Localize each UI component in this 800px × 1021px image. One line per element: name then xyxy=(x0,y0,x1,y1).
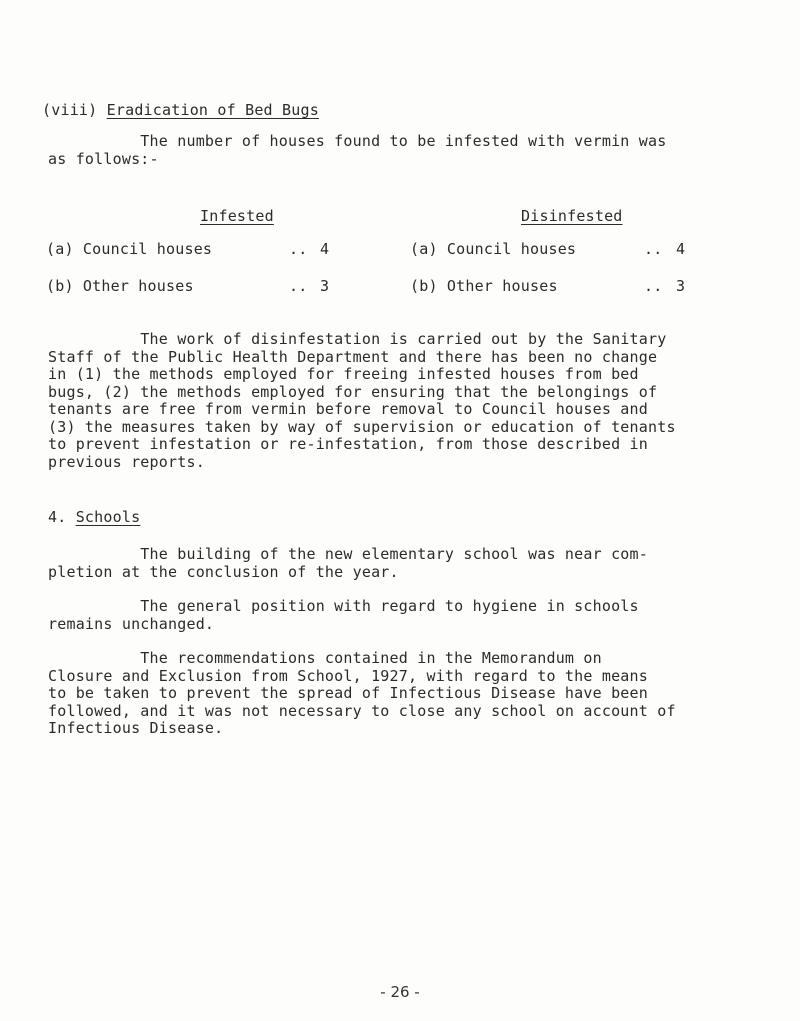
infested-row-b-value: 3 xyxy=(320,277,330,295)
schools-paragraph-2: The general position with regard to hygiene in schools remains unchanged. xyxy=(48,597,639,633)
schools-title: Schools xyxy=(75,508,141,526)
section-heading xyxy=(42,101,319,119)
disinfested-row-b-dots: .. xyxy=(644,277,663,295)
page-number: - 26 - xyxy=(380,983,420,1001)
intro-paragraph: The number of houses found to be infested with vermin was as follows:- xyxy=(48,132,667,168)
infested-row-a-label: (a) Council houses xyxy=(46,240,213,258)
disinfested-row-b-value: 3 xyxy=(676,277,686,295)
schools-paragraph-1: The building of the new elementary school was near com- pletion at the conclusion of the year. xyxy=(48,545,648,581)
infested-row-a-value: 4 xyxy=(320,240,330,258)
disinfested-row-a-label: (a) Council houses xyxy=(410,240,577,258)
disinfested-row-a-value: 4 xyxy=(676,240,686,258)
disinfested-row-b-label: (b) Other houses xyxy=(410,277,558,295)
section-title: Eradication of Bed Bugs xyxy=(106,101,319,119)
schools-number: 4. xyxy=(48,508,67,526)
infested-heading: Infested xyxy=(200,207,274,225)
section-number: (viii) xyxy=(42,101,107,119)
disinfested-heading: Disinfested xyxy=(521,207,623,225)
schools-paragraph-3: The recommendations contained in the Memorandum on Closure and Exclusion from School, 1927, with regard to the means to be taken to prevent the spread of Infectious Disease have been followed, and it was not necessary to close any school on account of Infectious Disease. xyxy=(48,649,676,737)
disinfested-row-a-dots: .. xyxy=(644,240,663,258)
disinfestation-paragraph: The work of disinfestation is carried out by the Sanitary Staff of the Public Health Department and there has been no change in (1) the methods employed for freeing infested houses from bed bugs, (2) the methods employed for ensuring that the belongings of tenants are free from vermin before removal to Council houses and (3) the measures taken by way of supervision or education of tenants to prevent infestation or re-infestation, from those described in previous reports. xyxy=(48,330,676,471)
infested-row-b-label: (b) Other houses xyxy=(46,277,194,295)
infested-row-a-dots: .. xyxy=(289,240,308,258)
schools-heading xyxy=(48,508,140,526)
infested-row-b-dots: .. xyxy=(289,277,308,295)
